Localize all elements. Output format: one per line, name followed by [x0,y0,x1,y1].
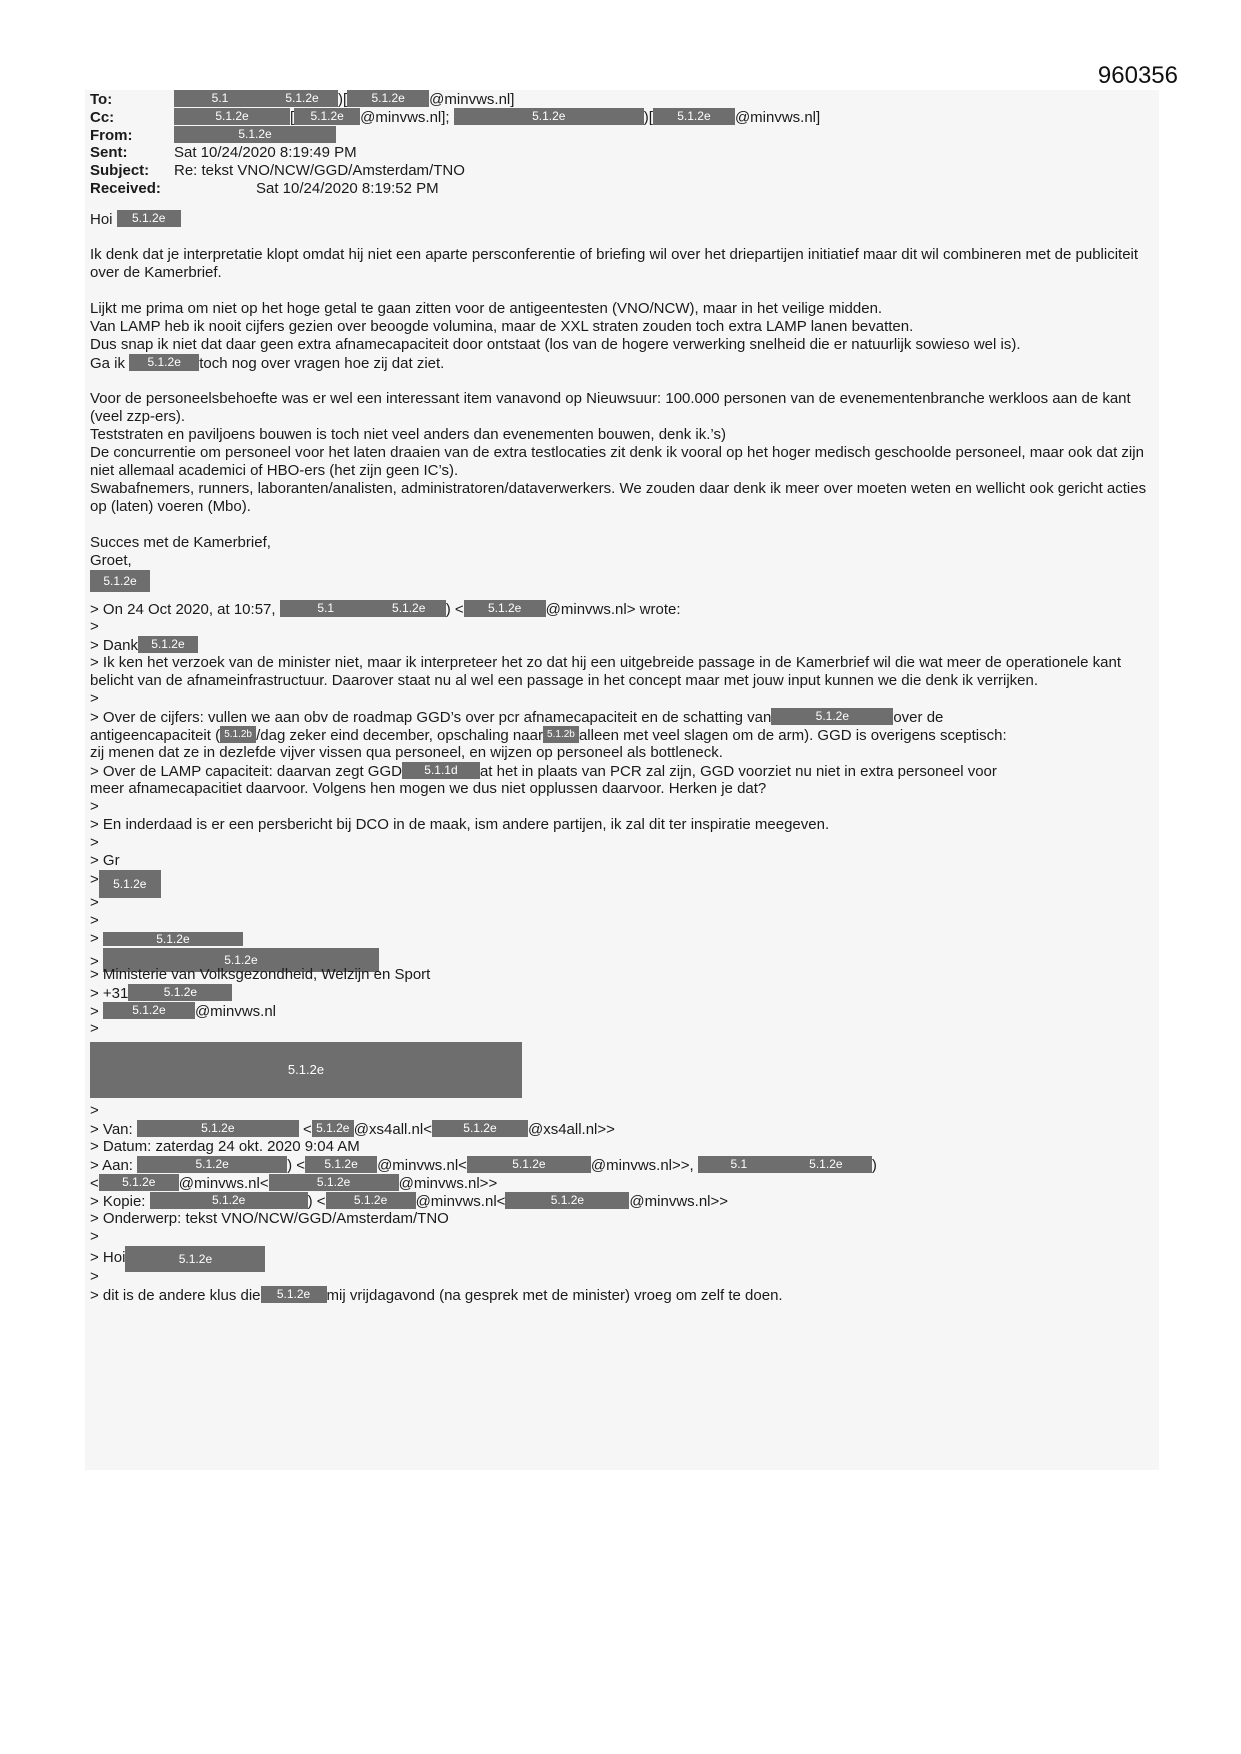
text: @minvws.nl>> [398,1175,498,1192]
quote-line [90,1192,1170,1210]
text: > Kopie: [90,1193,146,1210]
text: alleen met veel slagen om de arm). GGD is overigens sceptisch: [578,727,1007,744]
text: ) < [307,1193,326,1210]
redaction: 5.1.2e [90,570,150,592]
quote-line: meer afnamecapacitiet daarvoor. Volgens hen mogen we dus niet opplussen daarvoor. Herken je dat? [90,780,767,797]
redaction: 5.1.2b [220,726,256,743]
cc-sep: [ [290,109,295,126]
text: toch nog over vragen hoe zij dat ziet. [199,355,445,372]
redaction: 5.1.2e [294,108,360,125]
quote-line [90,948,1170,970]
quote-marker: > [90,894,99,911]
quote-line [90,1002,1170,1020]
quote-line [90,762,1170,780]
text: /dag zeker eind december, opschaling naar [256,727,543,744]
quote-marker: > [90,834,99,851]
text: ) < [445,601,464,618]
text: > On 24 Oct 2020, at 10:57, [90,601,276,618]
from-label: From: [90,127,133,144]
reply-line: De concurrentie om personeel voor het laten draaien van de extra testlocaties zit denk ik vooral op het hoger medisch geschoolde personeel, maar ook dat zijn niet allemaal academici of HBO-ers (het zijn geen IC’s). [90,444,1144,479]
subject-line [90,162,1170,180]
quote-line [90,1120,1170,1138]
document-number: 960356 [1097,62,1178,89]
quote-line [90,636,1170,654]
redaction: 5.1.2e [150,1192,308,1209]
text: @xs4all.nl< [353,1121,432,1138]
text: > Van: [90,1121,133,1138]
text: > [90,930,99,947]
signature [90,570,1170,588]
text: > dit is de andere klus die [90,1287,261,1304]
closing-line: Succes met de Kamerbrief, [90,534,271,551]
redaction: 5.1.2e [137,1156,287,1173]
redaction: 5.1.2e [464,600,546,617]
redaction: 5.1.2e [174,108,290,125]
quote-marker: > [90,690,99,707]
quote-line: zij menen dat ze in dezlefde vijver vissen qua personeel, en wijzen op personeel als bottleneck. [90,744,723,761]
reply-line: Teststraten en paviljoens bouwen is toch niet veel anders dan evenementen bouwen, denk ik.’s) [90,426,726,443]
redaction: 5.1.2e [99,870,161,898]
reply-paragraph-1: Ik denk dat je interpretatie klopt omdat hij niet een aparte persconferentie of briefing wil over het driepartijen initiatief maar dit wil combineren met de publiciteit over de Kamerbrief. [90,246,1139,281]
quote-line: > Onderwerp: tekst VNO/NCW/GGD/Amsterdam/TNO [90,1210,449,1227]
quote-line [90,1174,1170,1192]
text: mij vrijdagavond (na gesprek met de minister) vroeg om zelf te doen. [326,1287,783,1304]
email-body [90,90,1170,1304]
received-label: Received: [90,180,161,197]
text: ) < [287,1157,306,1174]
quote-line [90,1246,1170,1268]
quote-line [90,1286,1170,1304]
reply-line: Dus snap ik niet dat daar geen extra afnamecapaciteit door ontstaat (los van de hogere verwerking snelheid die er natuurlijk sowieso wel is). [90,336,1021,353]
redaction: 5.1 [280,600,372,617]
quote-line: > Gr [90,852,120,869]
quote-line: > En inderdaad is er een persbericht bij DCO in de maak, ism andere partijen, ik zal dit ter inspiratie meegeven. [90,816,830,833]
redaction: 5.1.2e [103,932,243,946]
redaction: 5.1.2e [771,708,893,725]
cc-sep: )[ [643,109,653,126]
redaction: 5.1 [698,1156,780,1173]
quote-paragraph: > Ik ken het verzoek van de minister niet, maar ik interpreteer het zo dat hij een uitgebreide passage in de Kamerbrief wil die wat meer de operationele kant belicht van de afnameinfrastructuur. Daarover staat nu al wel een passage in het concept maar met jouw input kunnen we die denk ik verrijken. [90,654,1121,689]
redaction: 5.1.2e [780,1156,872,1173]
phone-prefix: > +31 [90,985,129,1002]
cc-line [90,108,1170,126]
redaction: 5.1.2e [269,1174,399,1191]
redaction: 5.1.2e [174,126,336,143]
reply-line: Lijkt me prima om niet op het hoge getal te gaan zitten voor de antigeentesten (VNO/NCW), maar in het veilige midden. [90,300,883,317]
sent-value: Sat 10/24/2020 8:19:49 PM [174,144,357,161]
redaction: 5.1 [174,90,266,107]
text: > [90,871,99,888]
text: @minvws.nl>>, [590,1157,694,1174]
text: < [298,1121,312,1138]
redaction: 5.1.2e [99,1174,179,1191]
quote-line [90,1156,1170,1174]
text: at het in plaats van PCR zal zijn, GGD voorziet nu niet in extra personeel voor [479,763,997,780]
redaction: 5.1.2e [138,636,198,653]
quote-line [90,726,1170,744]
text: ) [871,1157,877,1174]
to-label: To: [90,91,113,108]
quote-marker: > [90,798,99,815]
quote-line [90,870,1170,894]
redaction: 5.1.2e [266,90,338,107]
redaction: 5.1.2b [543,726,579,743]
reply-line: Voor de personeelsbehoefte was er wel een interessant item vanavond op Nieuwsuur: 100.000 personen van de evenementenbranche werkloos aan de kant (veel zzp-ers). [90,390,1131,425]
text: @minvws.nl< [377,1157,467,1174]
text: > Hoi [90,1249,126,1266]
text: > Over de LAMP capaciteit: daarvan zegt GGD [90,763,402,780]
redaction: 5.1.2e [103,1002,195,1019]
sent-line [90,144,1170,162]
redaction: 5.1.2e [128,984,232,1001]
subject-label: Subject: [90,162,150,179]
text: @minvws.nl> wrote: [545,601,681,618]
text: over de [893,709,944,726]
from-line [90,126,1170,144]
greeting [90,210,1170,228]
text: > Aan: [90,1157,133,1174]
redaction: 5.1.2e [261,1286,327,1303]
quote-line [90,708,1170,726]
text: @minvws.nl< [415,1193,506,1210]
to-sep: )[ [338,91,348,108]
redaction-block: 5.1.2e [90,1042,522,1098]
closing-line: Groet, [90,552,132,569]
cc-domain: @minvws.nl]; [360,109,450,126]
reply-line: Swabafnemers, runners, laboranten/analisten, administratoren/dataverwerkers. We zouden daar denk ik meer over moeten weten en wellicht ook gericht acties op (laten) voeren (Mbo). [90,480,1147,515]
redaction: 5.1.2e [347,90,429,107]
subject-value: Re: tekst VNO/NCW/GGD/Amsterdam/TNO [174,162,465,179]
redaction: 5.1.2e [125,1246,265,1272]
redaction: 5.1.2e [505,1192,629,1209]
quote-line: > Ministerie van Volksgezondheid, Welzijn en Sport [90,966,431,983]
quote-marker: > [90,1102,99,1119]
quote-marker: > [90,1020,99,1037]
quote-line: > Datum: zaterdag 24 okt. 2020 9:04 AM [90,1138,360,1155]
redaction: 5.1.2e [117,210,181,227]
redaction: 5.1.2e [326,1192,416,1209]
redaction: 5.1.2e [454,108,644,125]
redaction: 5.1.2e [372,600,446,617]
quote-marker: > [90,912,99,929]
text: > [90,953,99,970]
cc-domain: @minvws.nl] [734,109,821,126]
quote-marker: > [90,1268,99,1285]
sent-label: Sent: [90,144,128,161]
received-value: Sat 10/24/2020 8:19:52 PM [256,180,439,197]
redaction: 5.1.2e [432,1120,528,1137]
redaction: 5.1.2e [653,108,735,125]
quote-marker: > [90,1228,99,1245]
to-domain: @minvws.nl] [429,91,515,108]
text: @minvws.nl>> [629,1193,729,1210]
text: > Dank [90,637,138,654]
redaction: 5.1.1d [402,762,480,779]
to-line [90,90,1170,108]
redaction: 5.1.2e [312,1120,354,1137]
text: Ga ik [90,355,126,372]
text: > [90,1003,99,1020]
quote-marker: > [90,618,99,635]
quote-line [90,984,1170,1002]
cc-label: Cc: [90,109,115,126]
reply-line: Van LAMP heb ik nooit cijfers gezien over beoogde volumina, maar de XXL straten zouden toch extra LAMP lanen bevatten. [90,318,914,335]
text: @minvws.nl< [178,1175,269,1192]
redaction: 5.1.2e [129,354,199,371]
quote-line [90,930,1170,948]
redaction: 5.1.2e [467,1156,591,1173]
received-line [90,180,1170,198]
redaction: 5.1.2e [103,948,379,972]
text: @minvws.nl [194,1003,277,1020]
text: antigeencapaciteit ( [90,727,221,744]
redaction: 5.1.2e [305,1156,377,1173]
quote-intro [90,600,1170,618]
text: > Over de cijfers: vullen we aan obv de roadmap GGD’s over pcr afnamecapaciteit en de schatting van [90,709,772,726]
text: @xs4all.nl>> [527,1121,615,1138]
text: < [90,1175,99,1192]
greeting-text: Hoi [90,211,113,228]
reply-line [90,354,1170,372]
redaction: 5.1.2e [137,1120,299,1137]
